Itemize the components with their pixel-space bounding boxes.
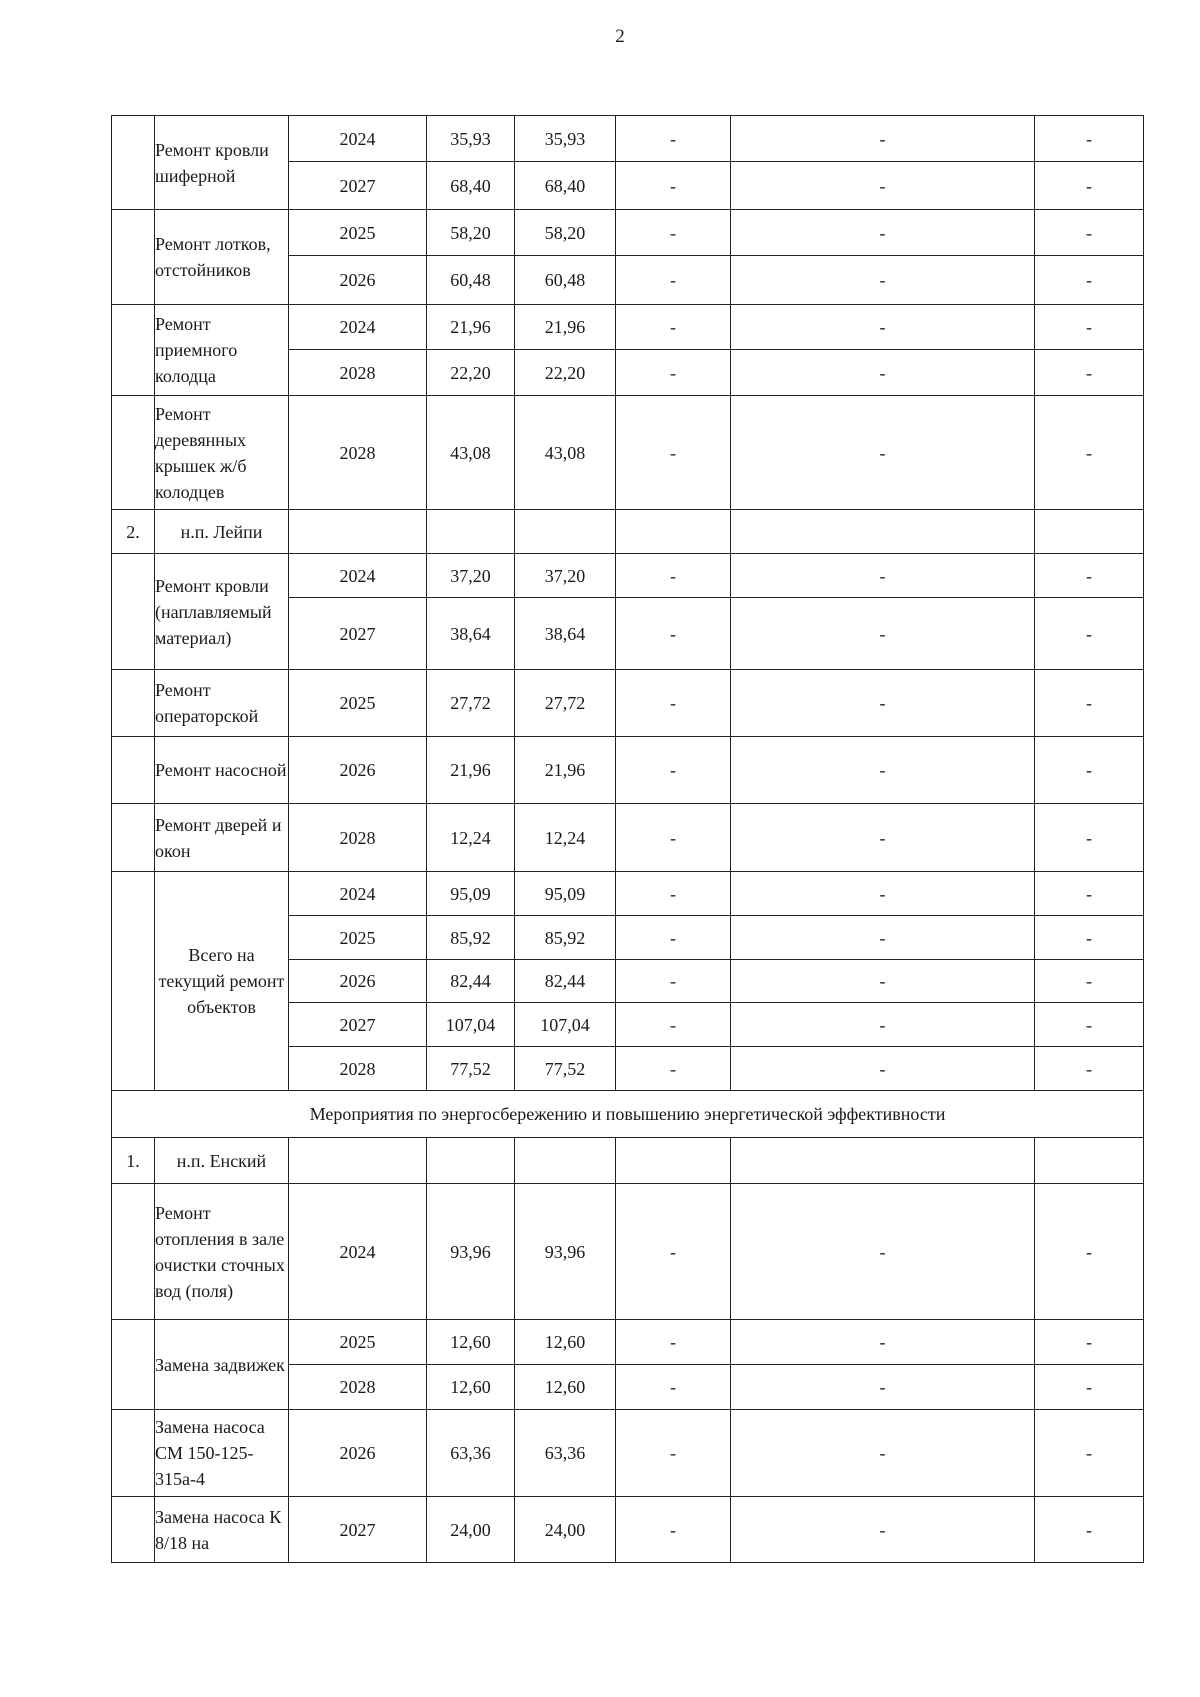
- col7-cell: -: [731, 1003, 1035, 1047]
- budget-cost-cell: 82,44: [515, 960, 616, 1003]
- total-cost-cell: 63,36: [427, 1410, 515, 1497]
- year-cell: 2025: [289, 210, 427, 256]
- col7-cell: -: [731, 1047, 1035, 1091]
- budget-cost-cell: 85,92: [515, 916, 616, 960]
- table-body-current-repair: [112, 116, 1144, 1091]
- col7-cell: -: [731, 256, 1035, 305]
- item-name-cell: Ремонт отопления в зале очистки сточных вод (поля): [155, 1184, 289, 1320]
- col6-cell: -: [616, 1410, 731, 1497]
- year-cell: 2028: [289, 396, 427, 510]
- budget-cost-cell: 27,72: [515, 670, 616, 737]
- table-row: [112, 1184, 1144, 1320]
- item-name-cell: Замена насоса К 8/18 на: [155, 1497, 289, 1563]
- item-number-cell: [112, 396, 155, 510]
- table-row: [112, 1320, 1144, 1365]
- total-cost-cell: [427, 1138, 515, 1184]
- col6-cell: -: [616, 1003, 731, 1047]
- col8-cell: -: [1035, 1047, 1144, 1091]
- item-number-cell: [112, 737, 155, 804]
- total-cost-cell: 27,72: [427, 670, 515, 737]
- table-row: [112, 1410, 1144, 1497]
- year-cell: 2025: [289, 916, 427, 960]
- item-number-cell: [112, 1410, 155, 1497]
- col6-cell: -: [616, 350, 731, 396]
- table-row: [112, 872, 1144, 916]
- item-number-cell: [112, 670, 155, 737]
- col8-cell: -: [1035, 210, 1144, 256]
- item-number-cell: [112, 210, 155, 305]
- col7-cell: -: [731, 737, 1035, 804]
- col7-cell: -: [731, 350, 1035, 396]
- repair-program-table: [111, 115, 1144, 1563]
- col8-cell: -: [1035, 554, 1144, 598]
- budget-cost-cell: 93,96: [515, 1184, 616, 1320]
- total-cost-cell: [427, 510, 515, 554]
- total-cost-cell: 107,04: [427, 1003, 515, 1047]
- year-cell: 2028: [289, 1365, 427, 1410]
- budget-cost-cell: 24,00: [515, 1497, 616, 1563]
- budget-cost-cell: 77,52: [515, 1047, 616, 1091]
- year-cell: 2027: [289, 162, 427, 210]
- col7-cell: -: [731, 1184, 1035, 1320]
- col7-cell: -: [731, 804, 1035, 872]
- year-cell: 2026: [289, 1410, 427, 1497]
- col6-cell: -: [616, 1497, 731, 1563]
- section-title: Мероприятия по энергосбережению и повышению энергетической эффективности: [112, 1091, 1144, 1138]
- col6-cell: [616, 1138, 731, 1184]
- table-row: [112, 670, 1144, 737]
- col8-cell: -: [1035, 256, 1144, 305]
- budget-cost-cell: 43,08: [515, 396, 616, 510]
- table-row: [112, 804, 1144, 872]
- table-body-energy-saving: [112, 1138, 1144, 1563]
- col6-cell: -: [616, 116, 731, 162]
- item-number-cell: 2.: [112, 510, 155, 554]
- total-cost-cell: 43,08: [427, 396, 515, 510]
- col7-cell: -: [731, 960, 1035, 1003]
- year-cell: 2025: [289, 1320, 427, 1365]
- budget-cost-cell: 60,48: [515, 256, 616, 305]
- col6-cell: -: [616, 396, 731, 510]
- item-number-cell: [112, 554, 155, 670]
- col7-cell: -: [731, 396, 1035, 510]
- year-cell: 2025: [289, 670, 427, 737]
- col8-cell: -: [1035, 116, 1144, 162]
- item-number-cell: [112, 1497, 155, 1563]
- item-number-cell: [112, 872, 155, 1091]
- total-cost-cell: 93,96: [427, 1184, 515, 1320]
- col8-cell: -: [1035, 872, 1144, 916]
- item-number-cell: [112, 804, 155, 872]
- col7-cell: -: [731, 1497, 1035, 1563]
- col6-cell: -: [616, 305, 731, 350]
- section-heading-row: [112, 1091, 1144, 1138]
- col7-cell: -: [731, 1365, 1035, 1410]
- col7-cell: -: [731, 116, 1035, 162]
- total-cost-cell: 35,93: [427, 116, 515, 162]
- year-cell: [289, 1138, 427, 1184]
- year-cell: [289, 510, 427, 554]
- col7-cell: -: [731, 554, 1035, 598]
- budget-cost-cell: [515, 510, 616, 554]
- budget-cost-cell: 12,60: [515, 1320, 616, 1365]
- year-cell: 2026: [289, 737, 427, 804]
- total-cost-cell: 38,64: [427, 598, 515, 670]
- year-cell: 2027: [289, 1003, 427, 1047]
- item-name-cell: Ремонт приемного колодца: [155, 305, 289, 396]
- budget-cost-cell: 107,04: [515, 1003, 616, 1047]
- col7-cell: -: [731, 210, 1035, 256]
- col7-cell: -: [731, 1410, 1035, 1497]
- col7-cell: -: [731, 598, 1035, 670]
- year-cell: 2024: [289, 116, 427, 162]
- col7-cell: -: [731, 162, 1035, 210]
- budget-cost-cell: 58,20: [515, 210, 616, 256]
- total-cost-cell: 85,92: [427, 916, 515, 960]
- col8-cell: -: [1035, 1184, 1144, 1320]
- total-cost-cell: 68,40: [427, 162, 515, 210]
- col8-cell: -: [1035, 1497, 1144, 1563]
- year-cell: 2028: [289, 804, 427, 872]
- year-cell: 2028: [289, 350, 427, 396]
- col8-cell: -: [1035, 1365, 1144, 1410]
- col8-cell: -: [1035, 960, 1144, 1003]
- item-name-cell: Ремонт деревянных крышек ж/б колодцев: [155, 396, 289, 510]
- year-cell: 2024: [289, 554, 427, 598]
- item-name-cell: н.п. Енский: [155, 1138, 289, 1184]
- budget-cost-cell: 38,64: [515, 598, 616, 670]
- total-cost-cell: 24,00: [427, 1497, 515, 1563]
- col6-cell: -: [616, 670, 731, 737]
- col8-cell: [1035, 510, 1144, 554]
- col6-cell: -: [616, 1184, 731, 1320]
- col7-cell: [731, 510, 1035, 554]
- budget-cost-cell: 21,96: [515, 305, 616, 350]
- budget-cost-cell: 68,40: [515, 162, 616, 210]
- col6-cell: -: [616, 804, 731, 872]
- table-body-section-heading: [112, 1091, 1144, 1138]
- col6-cell: -: [616, 598, 731, 670]
- total-cost-cell: 77,52: [427, 1047, 515, 1091]
- budget-cost-cell: 12,60: [515, 1365, 616, 1410]
- col6-cell: -: [616, 554, 731, 598]
- table-row: [112, 210, 1144, 256]
- col6-cell: -: [616, 872, 731, 916]
- year-cell: 2026: [289, 960, 427, 1003]
- budget-cost-cell: 35,93: [515, 116, 616, 162]
- item-number-cell: [112, 1184, 155, 1320]
- budget-cost-cell: 95,09: [515, 872, 616, 916]
- budget-cost-cell: 22,20: [515, 350, 616, 396]
- item-name-cell: Ремонт кровли (наплавляемый материал): [155, 554, 289, 670]
- total-cost-cell: 21,96: [427, 305, 515, 350]
- item-name-cell: Ремонт насосной: [155, 737, 289, 804]
- col7-cell: -: [731, 1320, 1035, 1365]
- col8-cell: -: [1035, 804, 1144, 872]
- col6-cell: -: [616, 737, 731, 804]
- total-cost-cell: 37,20: [427, 554, 515, 598]
- col7-cell: -: [731, 916, 1035, 960]
- total-cost-cell: 58,20: [427, 210, 515, 256]
- year-cell: 2024: [289, 1184, 427, 1320]
- budget-cost-cell: [515, 1138, 616, 1184]
- col8-cell: -: [1035, 350, 1144, 396]
- item-name-cell: Ремонт лотков, отстойников: [155, 210, 289, 305]
- col6-cell: -: [616, 210, 731, 256]
- table-row: [112, 396, 1144, 510]
- col6-cell: -: [616, 1320, 731, 1365]
- item-number-cell: 1.: [112, 1138, 155, 1184]
- total-cost-cell: 12,24: [427, 804, 515, 872]
- col6-cell: -: [616, 1047, 731, 1091]
- col6-cell: -: [616, 960, 731, 1003]
- table-row: [112, 510, 1144, 554]
- table-row: [112, 554, 1144, 598]
- item-name-cell: Ремонт кровли шиферной: [155, 116, 289, 210]
- col7-cell: -: [731, 305, 1035, 350]
- year-cell: 2027: [289, 1497, 427, 1563]
- item-name-cell: Замена задвижек: [155, 1320, 289, 1410]
- item-name-cell: Ремонт дверей и окон: [155, 804, 289, 872]
- year-cell: 2028: [289, 1047, 427, 1091]
- total-cost-cell: 22,20: [427, 350, 515, 396]
- total-cost-cell: 21,96: [427, 737, 515, 804]
- col8-cell: -: [1035, 396, 1144, 510]
- year-cell: 2027: [289, 598, 427, 670]
- budget-cost-cell: 63,36: [515, 1410, 616, 1497]
- col8-cell: -: [1035, 162, 1144, 210]
- col6-cell: [616, 510, 731, 554]
- item-name-cell: Всего на текущий ремонт объектов: [155, 872, 289, 1091]
- item-name-cell: Ремонт операторской: [155, 670, 289, 737]
- table-row: [112, 1138, 1144, 1184]
- col6-cell: -: [616, 256, 731, 305]
- col6-cell: -: [616, 916, 731, 960]
- col6-cell: -: [616, 162, 731, 210]
- col8-cell: [1035, 1138, 1144, 1184]
- col8-cell: -: [1035, 1410, 1144, 1497]
- total-cost-cell: 60,48: [427, 256, 515, 305]
- col8-cell: -: [1035, 305, 1144, 350]
- page-number: 2: [615, 26, 625, 47]
- table-row: [112, 1497, 1144, 1563]
- budget-cost-cell: 37,20: [515, 554, 616, 598]
- year-cell: 2024: [289, 872, 427, 916]
- col7-cell: -: [731, 670, 1035, 737]
- item-name-cell: н.п. Лейпи: [155, 510, 289, 554]
- col8-cell: -: [1035, 737, 1144, 804]
- total-cost-cell: 12,60: [427, 1365, 515, 1410]
- total-cost-cell: 95,09: [427, 872, 515, 916]
- item-name-cell: Замена насоса СМ 150-125-315а-4: [155, 1410, 289, 1497]
- item-number-cell: [112, 1320, 155, 1410]
- col6-cell: -: [616, 1365, 731, 1410]
- budget-cost-cell: 21,96: [515, 737, 616, 804]
- item-number-cell: [112, 116, 155, 210]
- col8-cell: -: [1035, 1003, 1144, 1047]
- col8-cell: -: [1035, 1320, 1144, 1365]
- year-cell: 2026: [289, 256, 427, 305]
- col7-cell: [731, 1138, 1035, 1184]
- table-row: [112, 116, 1144, 162]
- item-number-cell: [112, 305, 155, 396]
- col7-cell: -: [731, 872, 1035, 916]
- col8-cell: -: [1035, 598, 1144, 670]
- year-cell: 2024: [289, 305, 427, 350]
- table-row: [112, 305, 1144, 350]
- budget-cost-cell: 12,24: [515, 804, 616, 872]
- total-cost-cell: 82,44: [427, 960, 515, 1003]
- total-cost-cell: 12,60: [427, 1320, 515, 1365]
- table-row: [112, 737, 1144, 804]
- col8-cell: -: [1035, 670, 1144, 737]
- col8-cell: -: [1035, 916, 1144, 960]
